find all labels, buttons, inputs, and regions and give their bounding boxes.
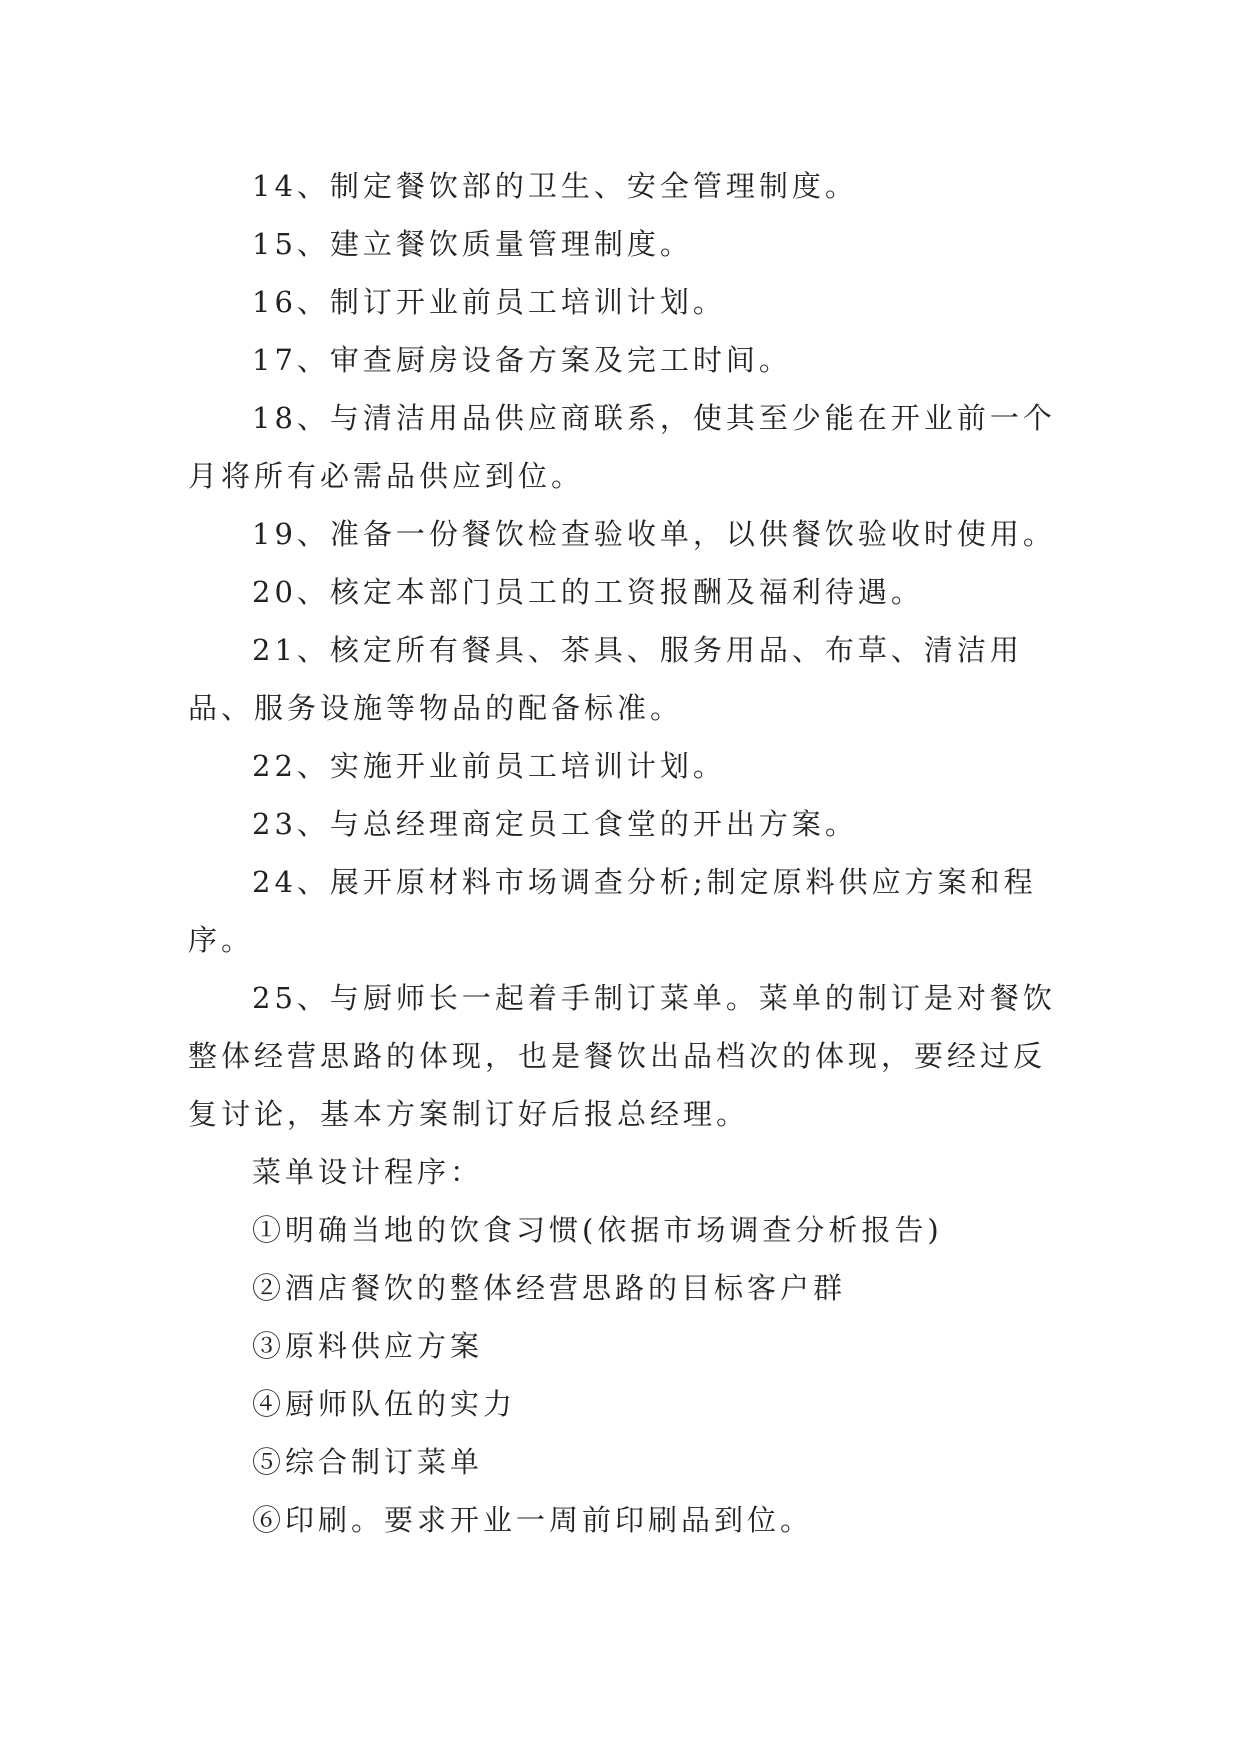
menu-step-3: ③原料供应方案 <box>252 1329 484 1363</box>
menu-step-1: ①明确当地的饮食习惯(依据市场调查分析报告) <box>252 1213 943 1247</box>
paragraph-item-15: 15、建立餐饮质量管理制度。 <box>252 227 693 261</box>
menu-step-6: ⑥印刷。要求开业一周前印刷品到位。 <box>252 1503 814 1537</box>
paragraph-item-22: 22、实施开业前员工培训计划。 <box>252 749 726 783</box>
paragraph-item-16: 16、制订开业前员工培训计划。 <box>252 285 726 319</box>
paragraph-item-24: 24、展开原材料市场调查分析;制定原料供应方案和程序。 <box>188 865 1037 957</box>
paragraph-item-25: 25、与厨师长一起着手制订菜单。菜单的制订是对餐饮整体经营思路的体现，也是餐饮出品档次的体现，要经过反复讨论，基本方案制订好后报总经理。 <box>188 981 1056 1131</box>
document-body <box>188 157 1068 1549</box>
paragraph-item-18: 18、与清洁用品供应商联系，使其至少能在开业前一个月将所有必需品供应到位。 <box>188 401 1056 493</box>
paragraph-item-21: 21、核定所有餐具、茶具、服务用品、布草、清洁用品、服务设施等物品的配备标准。 <box>188 633 1023 725</box>
menu-step-2: ②酒店餐饮的整体经营思路的目标客户群 <box>252 1271 847 1305</box>
paragraph-item-17: 17、审查厨房设备方案及完工时间。 <box>252 343 792 377</box>
menu-step-5: ⑤综合制订菜单 <box>252 1445 484 1479</box>
menu-design-heading: 菜单设计程序： <box>252 1155 484 1189</box>
paragraph-item-19: 19、准备一份餐饮检查验收单，以供餐饮验收时使用。 <box>252 517 1056 551</box>
paragraph-item-14: 14、制定餐饮部的卫生、安全管理制度。 <box>252 169 858 203</box>
paragraph-item-20: 20、核定本部门员工的工资报酬及福利待遇。 <box>252 575 924 609</box>
menu-step-4: ④厨师队伍的实力 <box>252 1387 517 1421</box>
paragraph-item-23: 23、与总经理商定员工食堂的开出方案。 <box>252 807 858 841</box>
